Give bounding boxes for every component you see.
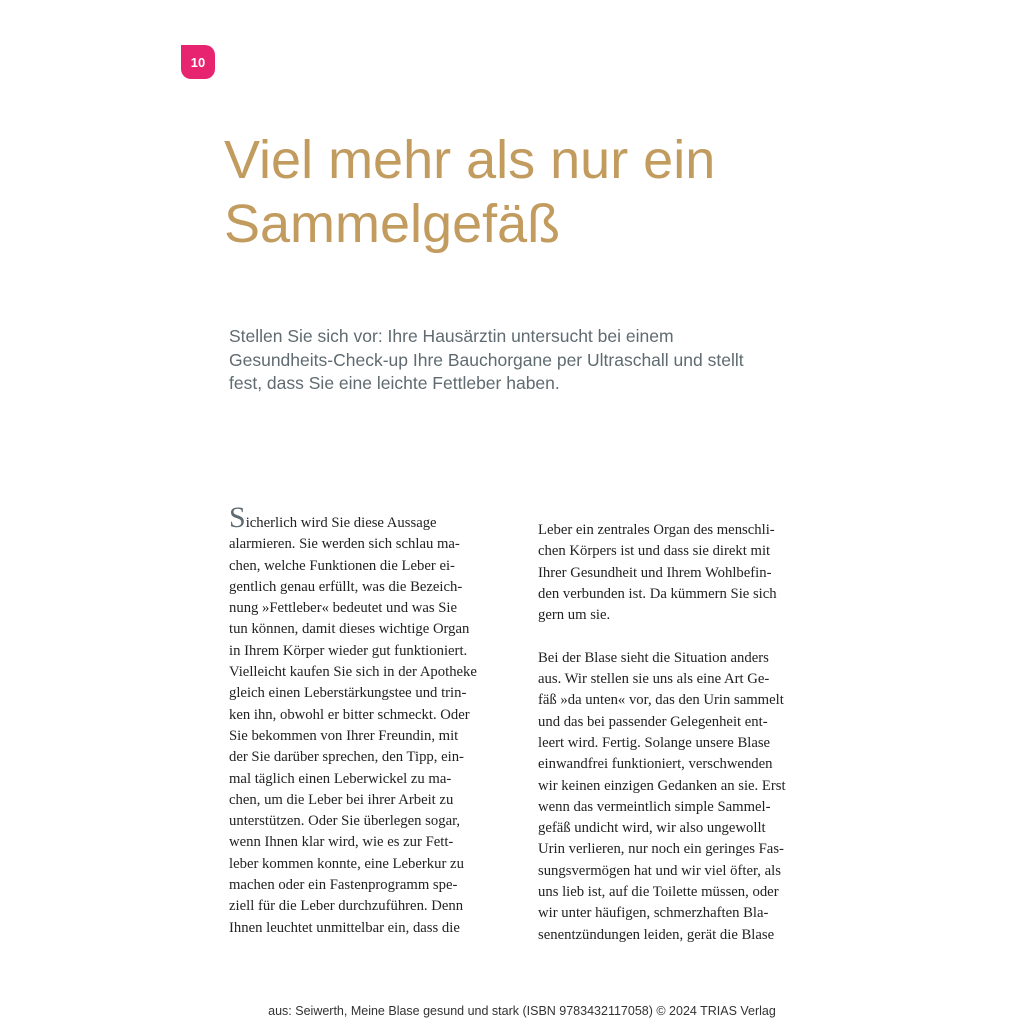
body-line: unterstützen. Oder Sie überlegen sogar, <box>229 813 461 830</box>
body-line: gleich einen Leberstärkungstee und trin- <box>229 685 467 702</box>
body-line: alarmieren. Sie werden sich schlau ma- <box>229 536 460 553</box>
body-line: gentlich genau erfüllt, was die Bezeich- <box>229 578 463 595</box>
page-number-badge <box>181 45 215 79</box>
body-line: gefäß undicht wird, wir also ungewollt <box>538 820 766 837</box>
body-line: tun können, damit dieses wichtige Organ <box>229 621 470 638</box>
body-line: aus. Wir stellen sie uns als eine Art Ge- <box>538 671 770 688</box>
body-line: Urin verlieren, nur noch ein geringes Fas- <box>538 841 784 858</box>
body-line: gern um sie. <box>538 607 611 624</box>
body-line: Ihnen leuchtet unmittelbar ein, dass die <box>229 919 460 936</box>
body-line: Ihrer Gesundheit und Ihrem Wohlbefin- <box>538 564 772 581</box>
body-paragraph <box>538 520 828 626</box>
source-footer: aus: Seiwerth, Meine Blase gesund und stark (ISBN 9783432117058) © 2024 TRIAS Verlag <box>268 1004 776 1018</box>
body-line-text: icherlich wird Sie diese Aussage <box>245 515 437 531</box>
body-line: ziell für die Leber durchzuführen. Denn <box>229 898 464 915</box>
body-line: in Ihrem Körper wieder gut funktioniert. <box>229 642 468 659</box>
body-line: chen, um die Leber bei ihrer Arbeit zu <box>229 791 454 808</box>
body-line <box>229 501 509 534</box>
body-line: mal täglich einen Leberwickel zu ma- <box>229 770 452 787</box>
drop-cap: S <box>229 501 246 534</box>
body-line: Sie bekommen von Ihrer Freundin, mit <box>229 727 459 744</box>
body-line: und das bei passender Gelegenheit ent- <box>538 713 768 730</box>
body-line: Bei der Blase sieht die Situation anders <box>538 649 769 666</box>
body-line: einwandfrei funktioniert, verschwenden <box>538 756 773 773</box>
body-line: leber kommen konnte, eine Leberkur zu <box>229 855 464 872</box>
page-number: 10 <box>190 54 206 70</box>
title-line-2: Sammelgefäß <box>224 194 561 254</box>
body-line: ken ihn, obwohl er bitter schmeckt. Oder <box>229 706 470 723</box>
body-line: wir keinen einzigen Gedanken an sie. Erst <box>538 777 786 794</box>
body-line: leert wird. Fertig. Solange unsere Blase <box>538 734 771 751</box>
lead-paragraph <box>229 325 829 396</box>
body-column-left <box>229 501 509 939</box>
body-line: wenn Ihnen klar wird, wie es zur Fett- <box>229 834 454 851</box>
body-line: nung »Fettleber« bedeutet und was Sie <box>229 600 458 617</box>
body-line: chen Körpers ist und dass sie direkt mit <box>538 543 771 560</box>
body-line: wenn das vermeintlich simple Sammel- <box>538 798 771 815</box>
body-line: den verbunden ist. Da kümmern Sie sich <box>538 585 777 602</box>
body-line: Leber ein zentrales Organ des menschli- <box>538 522 775 538</box>
body-line: sungsvermögen hat und wir viel öfter, als <box>538 862 781 879</box>
body-line: senentzündungen leiden, gerät die Blase <box>538 926 775 943</box>
lead-line: Gesundheits-Check-up Ihre Bauchorgane per Ultraschall und stellt <box>229 349 744 370</box>
body-line: uns lieb ist, auf die Toilette müssen, oder <box>538 884 779 901</box>
body-paragraph <box>538 648 828 946</box>
body-line: der Sie darüber sprechen, den Tipp, ein- <box>229 749 464 766</box>
body-line: chen, welche Funktionen die Leber ei- <box>229 557 455 574</box>
title-line-1: Viel mehr als nur ein <box>224 130 716 190</box>
lead-line: fest, dass Sie eine leichte Fettleber haben. <box>229 373 560 393</box>
body-line: Vielleicht kaufen Sie sich in der Apotheke <box>229 664 477 681</box>
body-line: fäß »da unten« vor, das den Urin sammelt <box>538 692 784 709</box>
page-title <box>224 128 864 256</box>
body-column-right <box>538 520 828 946</box>
body-line: wir unter häufigen, schmerzhaften Bla- <box>538 905 769 922</box>
body-paragraph <box>229 501 509 939</box>
lead-line: Stellen Sie sich vor: Ihre Hausärztin untersucht bei einem <box>229 326 674 346</box>
body-line: machen oder ein Fastenprogramm spe- <box>229 877 458 894</box>
